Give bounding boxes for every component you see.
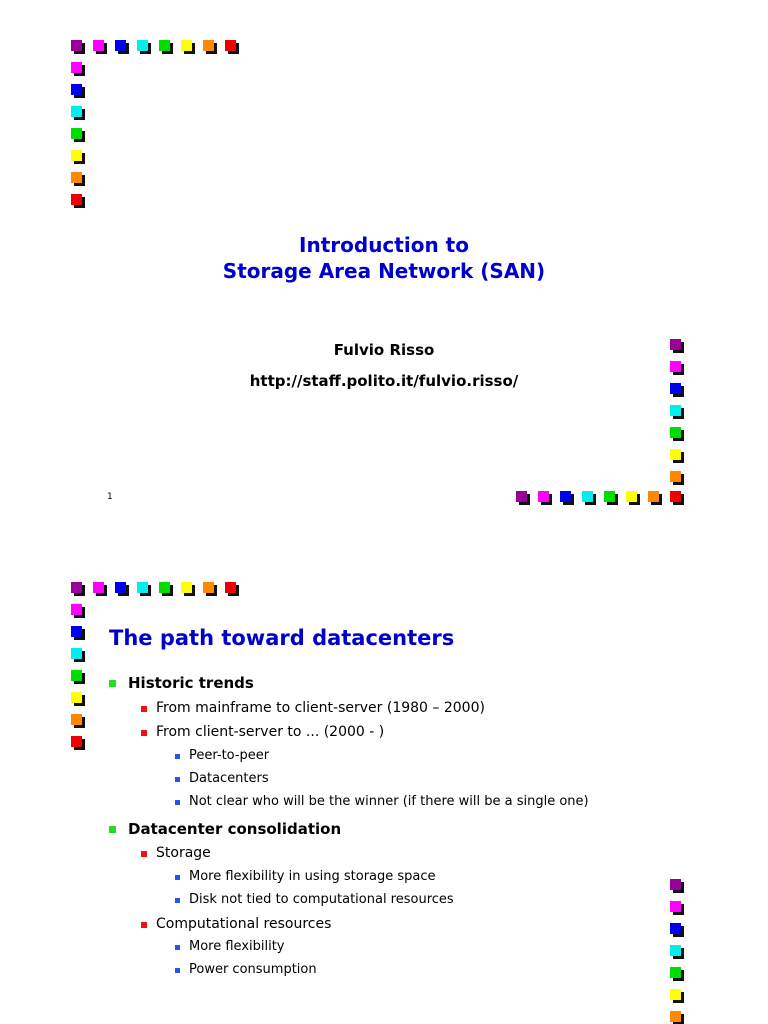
bullet-square-icon bbox=[141, 730, 147, 736]
bullet-square-icon bbox=[109, 680, 116, 687]
bullet-square-icon bbox=[141, 706, 147, 712]
bullet-square-icon bbox=[175, 800, 180, 805]
bullet-text: Peer-to-peer bbox=[189, 748, 270, 763]
decorative-square bbox=[93, 582, 104, 593]
bullet-item-level-3 bbox=[189, 869, 436, 884]
bullet-item-level-1 bbox=[128, 674, 254, 692]
decorative-square bbox=[670, 471, 681, 482]
bullet-text: Storage bbox=[156, 845, 211, 861]
slide-title bbox=[0, 232, 768, 284]
decorative-square bbox=[71, 150, 82, 161]
bullet-text: More flexibility in using storage space bbox=[189, 869, 436, 884]
decorative-square bbox=[516, 491, 527, 502]
bullet-text: Power consumption bbox=[189, 962, 317, 977]
bullet-item-level-3 bbox=[189, 962, 317, 977]
decorative-square bbox=[670, 923, 681, 934]
bullet-square-icon bbox=[109, 826, 116, 833]
decorative-square bbox=[71, 670, 82, 681]
bullet-text: Disk not tied to computational resources bbox=[189, 892, 454, 907]
author-url: http://staff.polito.it/fulvio.risso/ bbox=[249, 372, 519, 390]
decorative-square bbox=[648, 491, 659, 502]
bullet-item-level-3 bbox=[189, 771, 269, 786]
bullet-item-level-2 bbox=[156, 700, 485, 716]
bullet-item-level-3 bbox=[189, 939, 285, 954]
bullet-item-level-2 bbox=[156, 724, 384, 740]
decorative-square bbox=[670, 1011, 681, 1022]
decorative-square bbox=[71, 40, 82, 51]
slide-title: The path toward datacenters bbox=[109, 626, 455, 650]
decorative-square bbox=[71, 172, 82, 183]
bullet-item-level-3 bbox=[189, 892, 454, 907]
bullet-square-icon bbox=[175, 875, 180, 880]
decorative-square bbox=[560, 491, 571, 502]
bullet-text: Not clear who will be the winner (if there will be a single one) bbox=[189, 794, 589, 809]
decorative-square bbox=[71, 84, 82, 95]
decorative-square bbox=[225, 40, 236, 51]
decorative-square bbox=[71, 714, 82, 725]
decorative-square bbox=[181, 582, 192, 593]
decorative-square bbox=[670, 879, 681, 890]
decorative-square bbox=[225, 582, 236, 593]
decorative-square bbox=[670, 405, 681, 416]
decorative-square bbox=[626, 491, 637, 502]
decorative-square bbox=[71, 194, 82, 205]
decorative-square bbox=[670, 989, 681, 1000]
decorative-square bbox=[115, 582, 126, 593]
bullet-text: Datacenters bbox=[189, 771, 269, 786]
bullet-square-icon bbox=[175, 968, 180, 973]
decorative-square bbox=[670, 491, 681, 502]
decorative-square bbox=[203, 40, 214, 51]
bullet-square-icon bbox=[175, 777, 180, 782]
decorative-square bbox=[71, 62, 82, 73]
decorative-square bbox=[137, 40, 148, 51]
bullet-square-icon bbox=[141, 851, 147, 857]
decorative-square bbox=[71, 736, 82, 747]
decorative-square bbox=[670, 901, 681, 912]
bullet-text: Historic trends bbox=[128, 674, 254, 692]
decorative-square bbox=[71, 582, 82, 593]
decorative-square bbox=[181, 40, 192, 51]
decorative-square bbox=[203, 582, 214, 593]
decorative-square bbox=[71, 648, 82, 659]
slide-2 bbox=[0, 540, 768, 1024]
decorative-square bbox=[159, 40, 170, 51]
decorative-square bbox=[538, 491, 549, 502]
decorative-square bbox=[71, 626, 82, 637]
decorative-square bbox=[115, 40, 126, 51]
title-line-1: Introduction to bbox=[299, 233, 469, 257]
decorative-square bbox=[159, 582, 170, 593]
bullet-item-level-2 bbox=[156, 845, 211, 861]
bullet-item-level-3 bbox=[189, 748, 269, 763]
bullet-square-icon bbox=[175, 898, 180, 903]
bullet-text: From mainframe to client-server (1980 – 2000) bbox=[156, 700, 485, 716]
decorative-square bbox=[137, 582, 148, 593]
decorative-square bbox=[670, 427, 681, 438]
decorative-square bbox=[71, 604, 82, 615]
bullet-text: More flexibility bbox=[189, 939, 285, 954]
decorative-square bbox=[71, 128, 82, 139]
bullet-text: Datacenter consolidation bbox=[128, 820, 342, 838]
title-line-2: Storage Area Network (SAN) bbox=[222, 259, 546, 283]
decorative-square bbox=[670, 945, 681, 956]
decorative-square bbox=[604, 491, 615, 502]
bullet-item-level-3 bbox=[189, 794, 589, 809]
decorative-square bbox=[670, 967, 681, 978]
decorative-square bbox=[71, 106, 82, 117]
bullet-item-level-1 bbox=[128, 820, 341, 838]
bullet-text: Computational resources bbox=[156, 916, 332, 932]
decorative-square bbox=[93, 40, 104, 51]
author-name: Fulvio Risso bbox=[333, 341, 435, 359]
page-number: 1 bbox=[107, 492, 113, 502]
bullet-square-icon bbox=[141, 922, 147, 928]
bullet-square-icon bbox=[175, 945, 180, 950]
decorative-square bbox=[670, 449, 681, 460]
decorative-square bbox=[670, 361, 681, 372]
bullet-item-level-2 bbox=[156, 916, 331, 932]
decorative-square bbox=[71, 692, 82, 703]
bullet-text: From client-server to ... (2000 - ) bbox=[156, 724, 385, 740]
decorative-square bbox=[582, 491, 593, 502]
bullet-square-icon bbox=[175, 754, 180, 759]
